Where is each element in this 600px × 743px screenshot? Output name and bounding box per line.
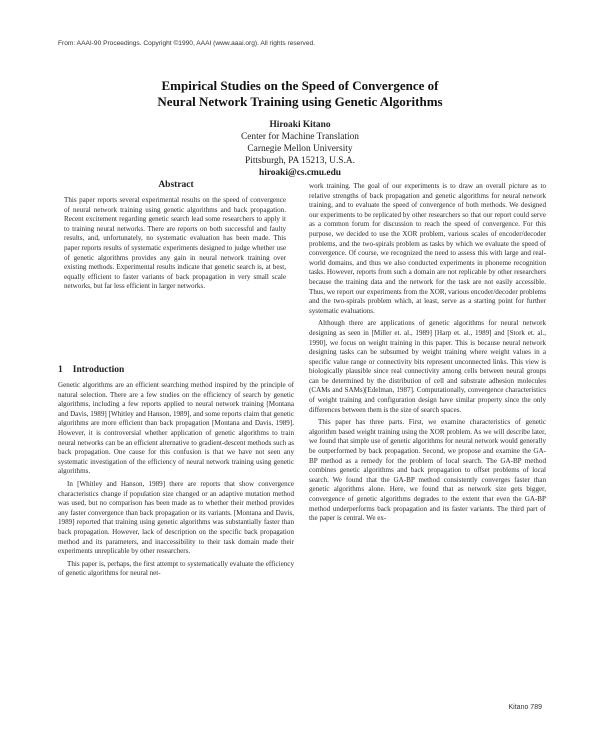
intro-paragraph-1: Genetic algorithms are an efficient searching method inspired by the principle of natural selection. There are a few studies on the efficiency of search by genetic algorithms, including a few reports applied to neural network training [Montana and Davis, 1989] [Whitley and Hanson, 1989], and some reports claim that genetic algorithms are more efficient than back propagation [Montana and Davis, 1989]. However, it is controversial whether application of genetic algorithms to train neural networks can be an efficient alternative to gradient-descent methods such as back propagation. One cause for this confusion is that we have not seen any systematic investigation of the efficiency of neural network training using genetic algorithms. [58,381,294,476]
author-block [0,119,600,179]
paper-title [0,78,600,110]
abstract-heading: Abstract [158,180,194,190]
author-affiliation-2: Carnegie Mellon University [247,144,353,154]
page-footer: Kitano 789 [508,704,542,711]
title-line-2: Neural Network Training using Genetic Algorithms [157,94,443,109]
introduction-body [58,381,294,582]
author-affiliation-1: Center for Machine Translation [241,132,359,142]
author-address: Pittsburgh, PA 15213, U.S.A. [245,156,355,166]
copyright-note: From: AAAI-90 Proceedings. Copyright ©1990, AAAI (www.aaai.org). All rights reserved. [58,40,316,47]
author-email: hiroaki@cs.cmu.edu [259,168,341,178]
right-column-body [309,182,546,527]
right-paragraph-2: Although there are applications of genetic algorithms for neural network designing as seen in [Miller et. al., 1989] [Harp et. al., 1989] and [Stork et. al., 1990], we focus on weight training in this paper. This is because neural network designing tasks can be subsumed by weight training where weight values in a specific value range or connectivity bits represent unconnected links. This view is biologically plausible since real connectivity among cells between neural groups can be determined by the distribution of cell and substrate adhesion molecules (CAMs and SAMs)[Edelman, 1987]. Computationally, convergence characteristics of weight training and configuration design have similar property since the only differences between them is the size of search spaces. [309,319,546,414]
right-paragraph-1: work training. The goal of our experiments is to draw an overall picture as to relative strengths of back propagation and genetic algorithms for neural network training, and to evaluate the speed of convergence of both methods. We designed our experiments to be replicated by other researchers so that our report could serve as a common forum for discussion to reach the speed of convergence. For this purpose, we decided to use the XOR problem, various scales of encoder/decoder problems, and the two-spirals problem as tasks by which we evaluate the speed of convergence. Of course, we recognized the need to assess this with large and real-world domains, and thus we also conducted experiments in phoneme recognition tasks. However, reports from such a domain are not replicable by other researchers because the training data and the network for the task are not easily accessible. Thus, we report our experiments from the XOR, various encoder/decoder problems and the two-spirals problem which, at least, serve as a starting point for further systematic evaluations. [309,182,546,315]
intro-paragraph-3: This paper is, perhaps, the first attempt to systematically evaluate the efficiency of genetic algorithms for neural net- [58,559,294,578]
section-heading [58,365,124,375]
section-title: Introduction [72,365,125,375]
right-paragraph-3: This paper has three parts. First, we examine characteristics of genetic algorithm based weight training using the XOR problem. As we will describe later, we found that simple use of genetic algorithms for neural network would generally be outperformed by back propagation. Second, we propose and examine the GA-BP method as a remedy for the problem of local search. The GA-BP method combines genetic algorithms and back propagation to offset problems of local search. We found that the GA-BP method consistently converges faster than genetic algorithms alone. Here, we found that as network size gets bigger, convergence of genetic algorithms degrades to the extent that even the GA-BP method underperforms back propagation and its faster variants. The third part of the paper is central. We ex- [309,418,546,523]
author-name: Hiroaki Kitano [269,120,331,130]
abstract-text: This paper reports several experimental results on the speed of convergence of neural network training using genetic algorithms and back propagation. Recent excitement regarding genetic search lead some researchers to apply it to training neural networks. There are reports on both successful and faulty results, and, unfortunately, no systematic evaluation has been made. This paper reports results of systematic experiments designed to judge whether use of genetic algorithms provides any gain in neural network training over existing methods. Experimental results indicate that genetic search is, at best, equally efficient to faster variants of back propagation in very small scale networks, but far less efficient in larger networks. [64,196,286,291]
abstract-body [64,196,286,292]
section-number: 1 [58,365,63,375]
intro-paragraph-2: In [Whitley and Hanson, 1989] there are reports that show convergence characteristics change if population size changed or an adaptive mutation method was used, but no comparison has been made as to whether their method provides any faster convergence than back propagation or its variants. [Montana and Davis, 1989] reported that training using genetic algorithms was substantially faster than back propagation. However, lack of description on the specific back propagation method and its parameters, and inaccessibility to their task domain made their experiments unreplicable by other researchers. [58,479,294,556]
title-line-1: Empirical Studies on the Speed of Convergence of [161,78,439,93]
